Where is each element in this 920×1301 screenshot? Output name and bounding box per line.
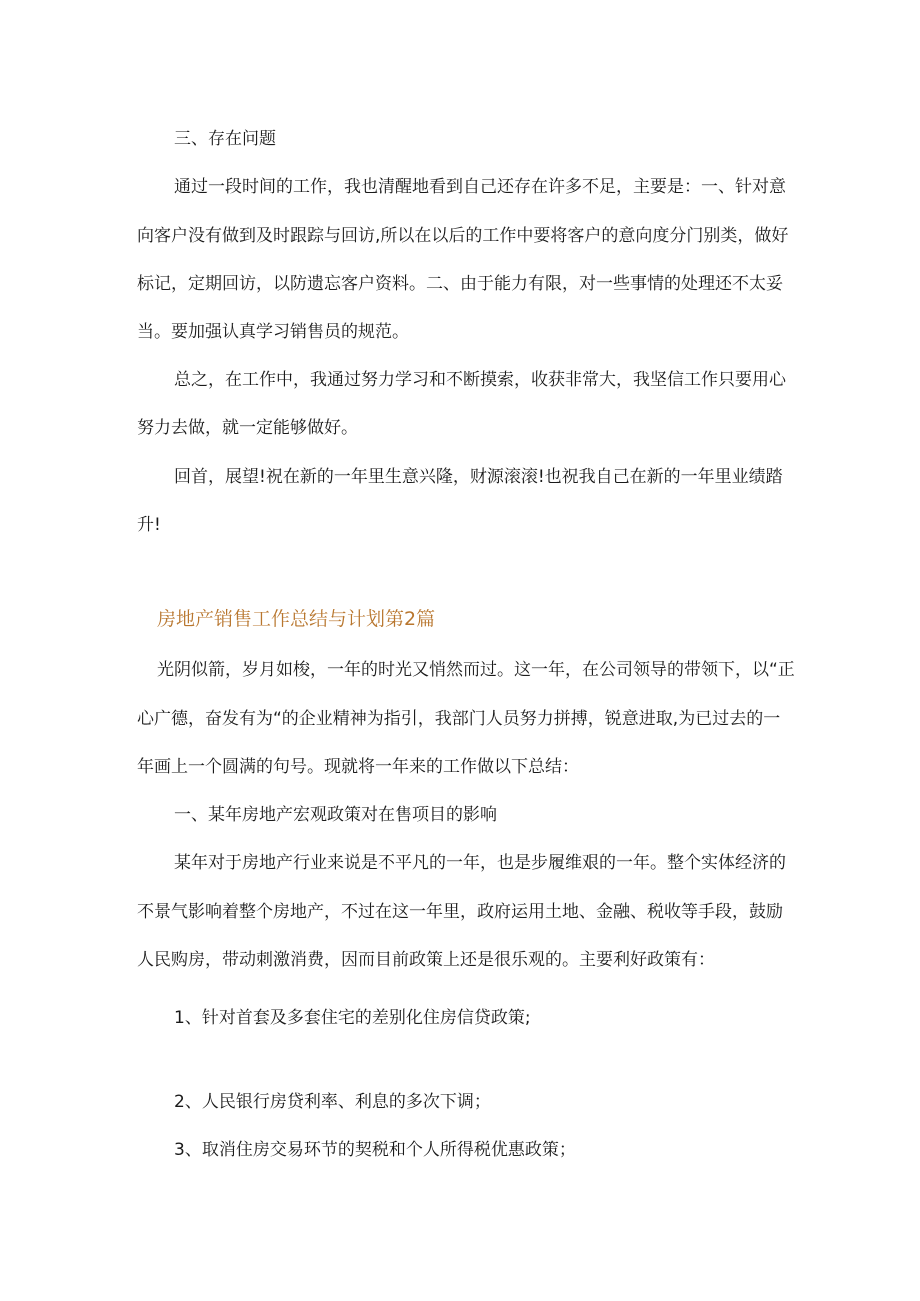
paragraph-line: 向客户没有做到及时跟踪与回访,所以在以后的工作中要将客户的意向度分门别类，做好 bbox=[137, 226, 789, 246]
section-title: 三、存在问题 bbox=[174, 129, 276, 149]
policy-item: 1、针对首套及多套住宅的差别化住房信贷政策; bbox=[174, 1008, 531, 1028]
paragraph-line: 光阴似箭，岁月如梭，一年的时光又悄然而过。这一年，在公司领导的带领下，以“正 bbox=[157, 660, 795, 680]
paragraph-line: 当。要加强认真学习销售员的规范。 bbox=[137, 322, 409, 342]
paragraph-line: 人民购房，带动刺激消费，因而目前政策上还是很乐观的。主要利好政策有： bbox=[137, 950, 715, 970]
subsection-title: 一、某年房地产宏观政策对在售项目的影响 bbox=[174, 805, 497, 825]
paragraph-line: 不景气影响着整个房地产，不过在这一年里，政府运用土地、金融、税收等手段，鼓励 bbox=[137, 902, 783, 922]
policy-item: 2、人民银行房贷利率、利息的多次下调； bbox=[174, 1092, 491, 1112]
paragraph-line: 年画上一个圆满的句号。现就将一年来的工作做以下总结： bbox=[137, 757, 579, 777]
paragraph-line: 标记，定期回访，以防遗忘客户资料。二、由于能力有限，对一些事情的处理还不太妥 bbox=[137, 274, 783, 294]
paragraph-line: 努力去做，就一定能够做好。 bbox=[137, 418, 358, 438]
policy-item: 3、取消住房交易环节的契税和个人所得税优惠政策； bbox=[174, 1140, 576, 1160]
paragraph-line: 升! bbox=[137, 515, 161, 535]
paragraph-line: 心广德，奋发有为“的企业精神为指引，我部门人员努力拼搏，锐意进取,为已过去的一 bbox=[137, 709, 781, 729]
article-heading: 房地产销售工作总结与计划第2篇 bbox=[157, 608, 436, 630]
paragraph-line: 回首，展望!祝在新的一年里生意兴隆，财源滚滚!也祝我自己在新的一年里业绩踏 bbox=[174, 467, 783, 487]
paragraph-line: 通过一段时间的工作，我也清醒地看到自己还存在许多不足，主要是：一、针对意 bbox=[174, 177, 786, 197]
paragraph-line: 某年对于房地产行业来说是不平凡的一年，也是步履维艰的一年。整个实体经济的 bbox=[174, 853, 786, 873]
paragraph-line: 总之，在工作中，我通过努力学习和不断摸索，收获非常大，我坚信工作只要用心 bbox=[174, 370, 786, 390]
